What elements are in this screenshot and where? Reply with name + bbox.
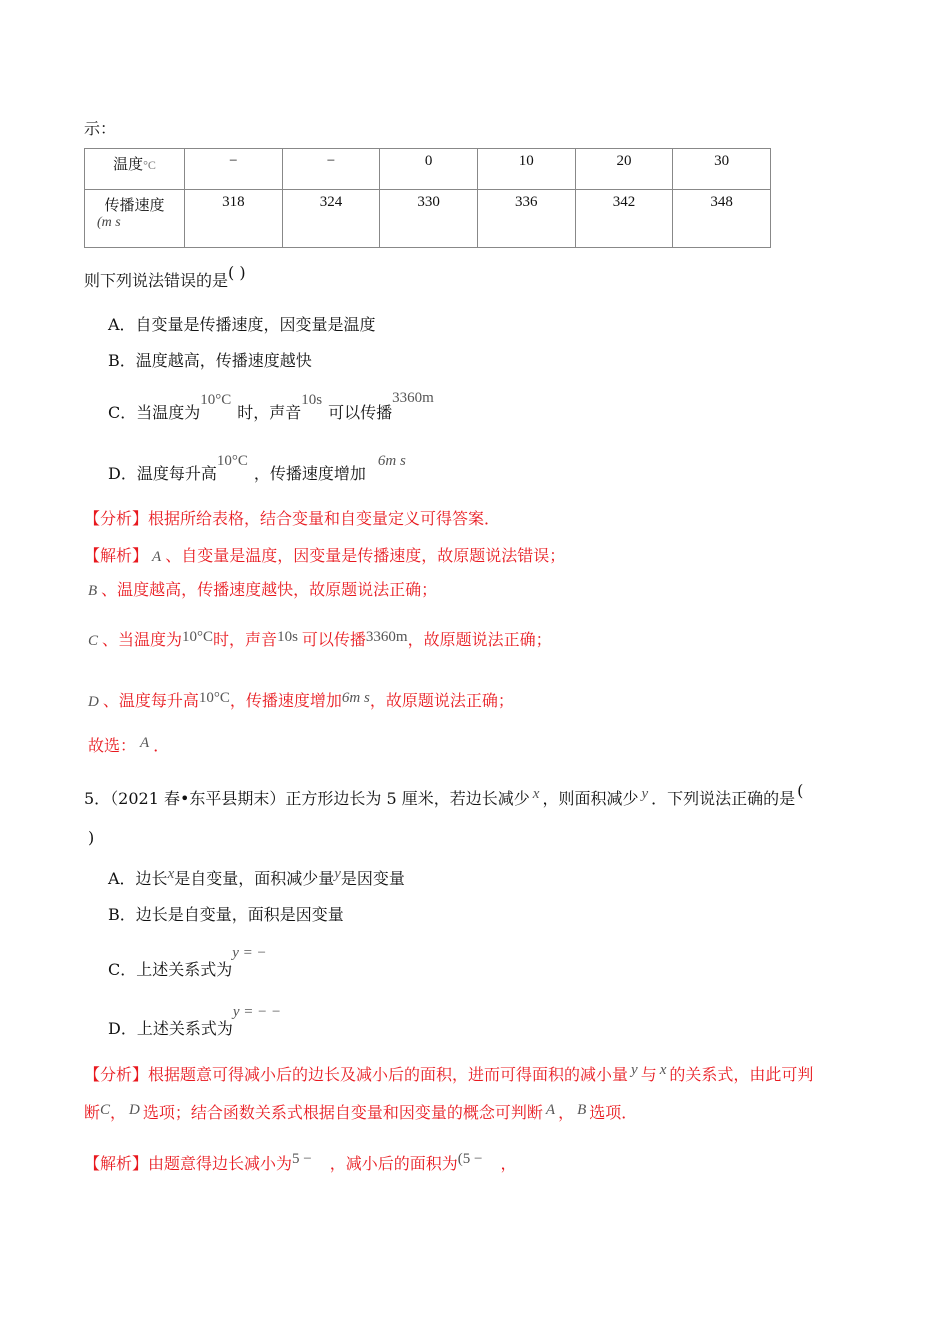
table-cell: − [185, 149, 283, 190]
math-letter: B [577, 1102, 587, 1118]
table-header-temperature [85, 149, 185, 190]
math-temp: 10°C [182, 629, 214, 645]
solution-text: 时，声音 [213, 630, 278, 649]
table-cell: 348 [673, 190, 771, 248]
option-text: 是自变量，面积减少量 [174, 869, 335, 888]
math-letter: A [545, 1102, 556, 1118]
math-formula: y = − [232, 945, 267, 961]
math-var: y [334, 866, 341, 882]
analysis-tag: 【分析】 [84, 1065, 149, 1084]
solution-text: 可以传播 [301, 630, 366, 649]
choice-prefix: 故选： [88, 736, 137, 755]
solution-text: ，传播速度增加 [229, 691, 342, 710]
header-label: 传播速度 [104, 196, 165, 214]
solution-text: ， [500, 1154, 517, 1173]
math-var: y [631, 1062, 638, 1078]
q4-solution-c [88, 627, 552, 650]
option-text: ，传播速度增加 [253, 464, 366, 483]
table-cell: 330 [380, 190, 478, 248]
table-row [85, 149, 771, 190]
q4-choice [88, 733, 169, 756]
solution-text: ，故原题说法正确； [407, 630, 552, 649]
table-cell: 30 [673, 149, 771, 190]
math-formula: y = − − [232, 1004, 282, 1020]
analysis-text: 断 [84, 1103, 101, 1122]
table-cell: − [282, 149, 380, 190]
solution-text: 、自变量是温度，因变量是传播速度，故原题说法错误； [165, 546, 566, 565]
solution-tag: 【解析】 [84, 1154, 149, 1173]
analysis-text: 根据题意可得减小后的边长及减小后的面积，进而可得面积的减小量 [148, 1065, 629, 1084]
stem-text: 5．（2021 春•东平县期末）正方形边长为 5 厘米，若边长减少 [84, 789, 530, 808]
q5-solution [84, 1151, 517, 1174]
answer-paren: ( ) [228, 263, 246, 282]
temperature-speed-table [84, 148, 771, 248]
solution-text: 、当温度为 [102, 630, 183, 649]
solution-text: ，故原题说法正确； [369, 691, 514, 710]
math-time: 10s [301, 392, 323, 408]
header-unit: °C [143, 158, 156, 172]
math-value: 6m s [341, 690, 370, 706]
solution-text: ，减小后的面积为 [329, 1154, 458, 1173]
q5-analysis-line2 [84, 1100, 637, 1123]
math-var: x [532, 786, 540, 802]
math-letter: D [129, 1102, 140, 1118]
math-distance: 3360m [365, 629, 408, 645]
analysis-tag: 【分析】 [84, 509, 149, 528]
header-unit: (m s [97, 215, 121, 230]
table-cell: 336 [477, 190, 575, 248]
option-text: C．当温度为 [108, 403, 201, 422]
option-text: A．边长 [108, 869, 168, 888]
prompt-text: 则下列说法错误的是 [84, 271, 229, 290]
choice-end: ． [153, 736, 170, 755]
q4-analysis [84, 506, 500, 529]
table-row [85, 190, 771, 248]
option-text: 是因变量 [340, 869, 405, 888]
option-text: 可以传播 [328, 403, 393, 422]
q5-option-c [108, 945, 267, 980]
table-cell: 342 [575, 190, 673, 248]
option-text: 时，声音 [237, 403, 302, 422]
analysis-text: 与 [640, 1065, 657, 1084]
math-value: 6m s [377, 453, 406, 469]
q4-solution-b [88, 577, 437, 600]
option-text: C．上述关系式为 [108, 960, 233, 979]
math-temp: 10°C [200, 392, 232, 408]
math-letter: A [140, 735, 150, 751]
q5-paren-close: ) [88, 828, 95, 847]
solution-text: 由题意得边长减小为 [148, 1154, 293, 1173]
analysis-text: ， [110, 1103, 127, 1122]
math-letter: C [100, 1102, 111, 1118]
math-time: 10s [277, 629, 298, 645]
q4-option-c [108, 390, 434, 423]
math-letter: C [88, 633, 99, 649]
analysis-text: 的关系式，由此可判 [669, 1065, 814, 1084]
q5-stem [84, 781, 804, 809]
analysis-text: ， [558, 1103, 575, 1122]
math-var: x [659, 1062, 667, 1078]
q5-option-b: B．边长是自变量，面积是因变量 [108, 905, 344, 924]
option-text: D．上述关系式为 [108, 1019, 233, 1038]
solution-text: 、温度越高，传播速度越快，故原题说法正确； [101, 580, 438, 599]
math-var: y [641, 786, 649, 802]
q4-option-d [108, 453, 406, 484]
table-header-speed [85, 190, 185, 248]
q5-analysis-line1 [84, 1062, 813, 1085]
q5-option-d [108, 1004, 282, 1039]
option-text: D．温度每升高 [108, 464, 217, 483]
q4-prompt [84, 263, 246, 291]
table-cell: 324 [282, 190, 380, 248]
answer-paren-open: ( [797, 781, 804, 800]
q4-option-b: B．温度越高，传播速度越快 [108, 351, 312, 370]
analysis-text: 根据所给表格，结合变量和自变量定义可得答案． [148, 509, 501, 528]
stem-text: ，则面积减少 [542, 789, 639, 808]
q4-solution-a [84, 543, 565, 566]
solution-tag: 【解析】 [84, 546, 149, 565]
math-expression: 5 − [292, 1151, 312, 1167]
intro-text: 示： [84, 119, 117, 138]
math-letter: D [88, 694, 99, 710]
q5-option-a [108, 866, 405, 889]
table-cell: 0 [380, 149, 478, 190]
math-var: x [167, 866, 175, 882]
table-cell: 10 [477, 149, 575, 190]
math-temp: 10°C [216, 453, 248, 469]
analysis-text: 选项． [589, 1103, 638, 1122]
q4-option-a: A．自变量是传播速度，因变量是温度 [108, 315, 376, 334]
math-letter: A [152, 549, 162, 565]
table-cell: 20 [575, 149, 673, 190]
table-cell: 318 [185, 190, 283, 248]
math-temp: 10°C [198, 690, 230, 706]
analysis-text: 选项；结合函数关系式根据自变量和因变量的概念可判断 [142, 1103, 543, 1122]
math-distance: 3360m [392, 390, 434, 406]
header-label: 温度 [113, 155, 144, 173]
math-letter: B [88, 583, 98, 599]
math-expression: (5 − [457, 1151, 483, 1167]
solution-text: 、温度每升高 [102, 691, 199, 710]
q4-solution-d [88, 688, 514, 711]
stem-text: ．下列说法正确的是 [651, 789, 796, 808]
